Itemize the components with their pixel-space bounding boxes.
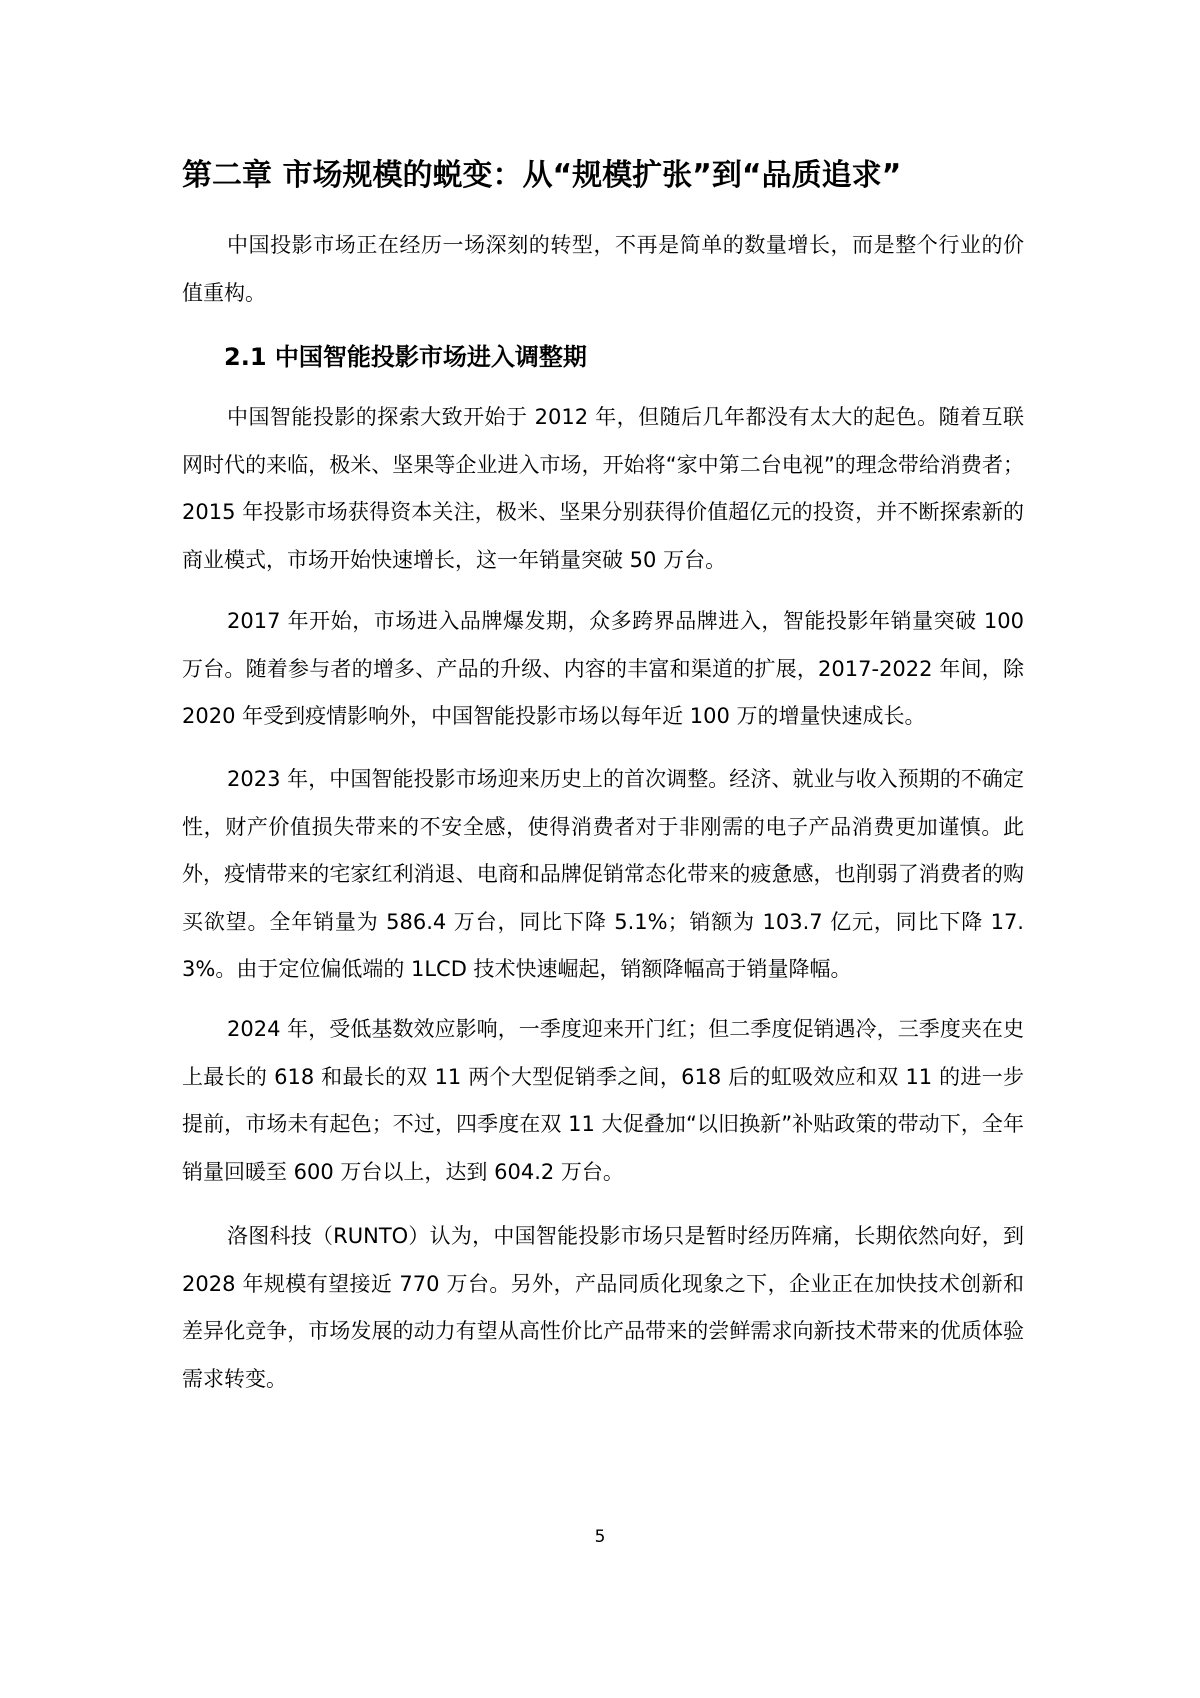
body-paragraph: 2023 年，中国智能投影市场迎来历史上的首次调整。经济、就业与收入预期的不确定性，财产价值损失带来的不安全感，使得消费者对于非刚需的电子产品消费更加谨慎。此外，疫情带来的宅家红利消退、电商和品牌促销常态化带来的疲惫感，也削弱了消费者的购买欲望。全年销量为 586.4 万台，同比下降 5.1%；销额为 103.7 亿元，同比下降 17.3%。由于定位偏低端的 1LCD 技术快速崛起，销额降幅高于销量降幅。 (182, 767, 1024, 981)
intro-paragraph: 中国投影市场正在经历一场深刻的转型，不再是简单的数量增长，而是整个行业的价值重构。 (182, 233, 1024, 305)
body-paragraph: 中国智能投影的探索大致开始于 2012 年，但随后几年都没有太大的起色。随着互联网时代的来临，极米、坚果等企业进入市场，开始将“家中第二台电视”的理念带给消费者；2015 年投影市场获得资本关注，极米、坚果分别获得价值超亿元的投资，并不断探索新的商业模式，市场开始快速增长，这一年销量突破 50 万台。 (182, 405, 1024, 572)
chapter-title: 第二章 市场规模的蜕变：从“规模扩张”到“品质追求” (182, 158, 902, 193)
page-number: 5 (594, 1527, 606, 1547)
body-paragraph: 洛图科技（RUNTO）认为，中国智能投影市场只是暂时经历阵痛，长期依然向好，到 2028 年规模有望接近 770 万台。另外，产品同质化现象之下，企业正在加快技术创新和差异化竞争，市场发展的动力有望从高性价比产品带来的尝鲜需求向新技术带来的优质体验需求转变。 (182, 1224, 1024, 1391)
body-paragraph: 2024 年，受低基数效应影响，一季度迎来开门红；但二季度促销遇冷，三季度夹在史上最长的 618 和最长的双 11 两个大型促销季之间，618 后的虹吸效应和双 11 的进一步提前，市场未有起色；不过，四季度在双 11 大促叠加“以旧换新”补贴政策的带动下，全年销量回暖至 600 万台以上，达到 604.2 万台。 (182, 1017, 1024, 1184)
section-title: 2.1 中国智能投影市场进入调整期 (224, 343, 587, 371)
body-paragraph: 2017 年开始，市场进入品牌爆发期，众多跨界品牌进入，智能投影年销量突破 100 万台。随着参与者的增多、产品的升级、内容的丰富和渠道的扩展，2017-2022 年间，除 2020 年受到疫情影响外，中国智能投影市场以每年近 100 万的增量快速成长。 (182, 609, 1024, 728)
